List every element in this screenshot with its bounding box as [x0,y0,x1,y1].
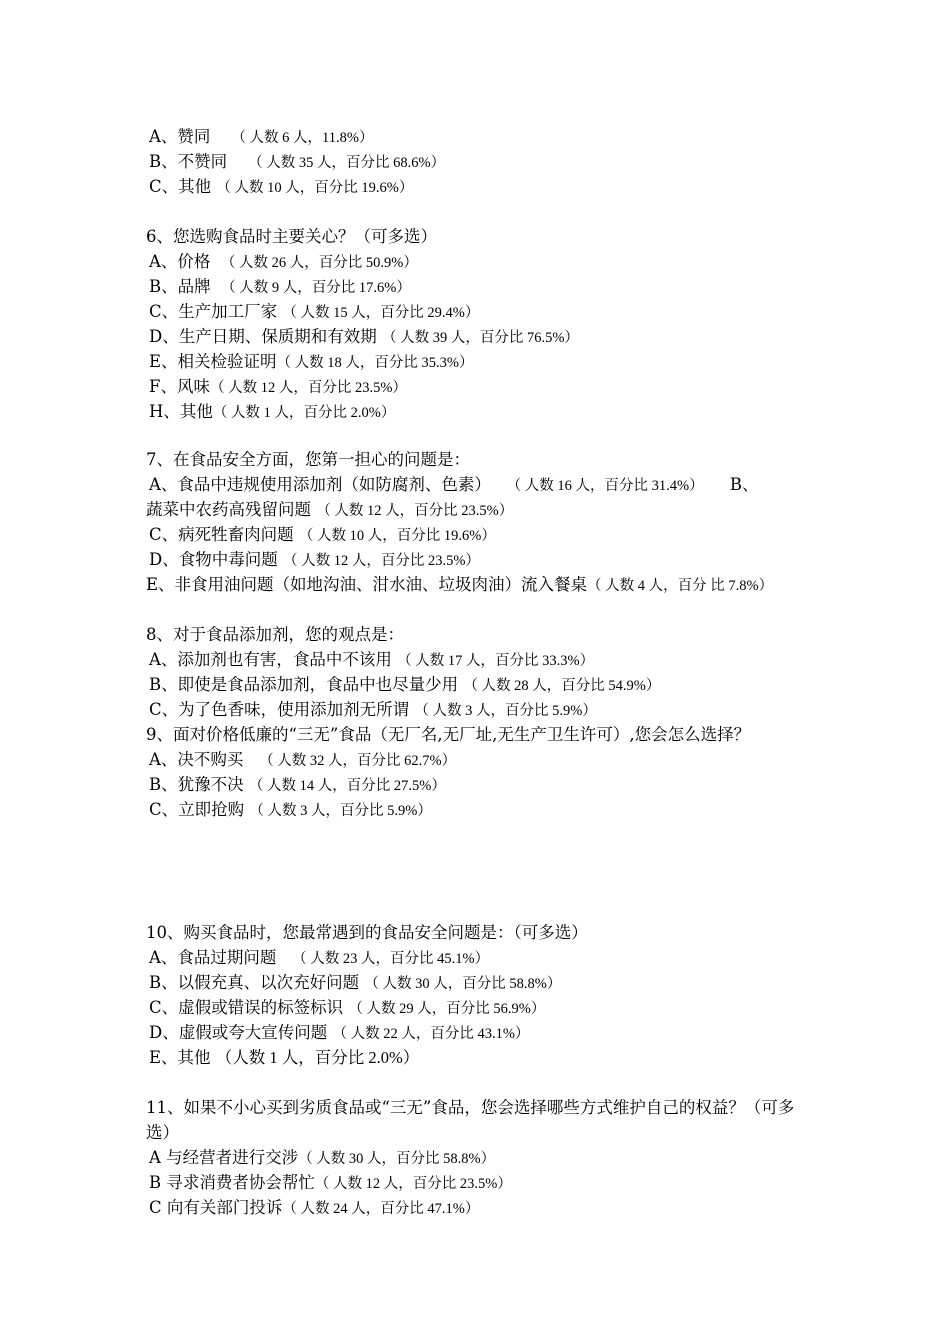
q11-option-a: A 与经营者进行交涉（ 人数 30 人，百分比 58.8%） [149,1148,496,1167]
question-text: 6、您选购食品时主要关心？（可多选） [146,227,437,246]
q11-option-b: B 寻求消费者协会帮忙（ 人数 12 人，百分比 23.5%） [149,1173,512,1192]
q9-option-a: A、决不购买 （ 人数 32 人，百分比 62.7%） [149,750,457,769]
q5-option-a [146,124,810,149]
option-stats: （ 人数 10 人，百分比 19.6%） [216,180,414,196]
option-label: B、不赞同 [149,152,228,171]
q10-option-e: E、其他 （人数 1 人，百分比 2.0%） [149,1048,420,1067]
q6-option-f: F、风味（ 人数 12 人，百分比 23.5%） [149,377,407,396]
q8-option-c: C、为了色香味，使用添加剂无所谓 （ 人数 3 人，百分比 5.9%） [149,700,597,719]
q6-option-b: B、品牌 （ 人数 9 人，百分比 17.6%） [149,277,411,296]
q10-option-d: D、虚假或夸大宣传问题 （ 人数 22 人，百分比 43.1%） [149,1023,530,1042]
q6-option-h: H、其他（ 人数 1 人，百分比 2.0%） [149,402,396,421]
option-stats: （ 人数 6 人，11.8%） [231,130,374,146]
q11-option-c: C 向有关部门投诉（ 人数 24 人，百分比 47.1%） [149,1198,480,1217]
q5-option-b [146,149,810,174]
q9-option-c: C、立即抢购 （ 人数 3 人，百分比 5.9%） [149,800,432,819]
question-text: 8、对于食品添加剂，您的观点是： [146,625,404,644]
question-text: 10、购买食品时，您最常遇到的食品安全问题是：（可多选） [146,923,588,942]
q7-option-e: E、非食用油问题（如地沟油、泔水油、垃圾肉油）流入餐桌（ 人数 4 人，百分 比 7.8%） [146,575,774,594]
q6-option-c: C、生产加工厂家 （ 人数 15 人，百分比 29.4%） [149,302,480,321]
question-6 [146,224,810,424]
q5-options [146,124,810,199]
q10-option-c: C、虚假或错误的标签标识 （ 人数 29 人，百分比 56.9%） [149,998,546,1017]
question-text: 9、面对价格低廉的“三无”食品（无厂名,无厂址,无生产卫生许可）,您会怎么选择？ [146,725,751,744]
option-label: C、其他 [149,177,212,196]
q7-option-a: A、食品中违规使用添加剂（如防腐剂、色素） （ 人数 16 人，百分比 31.4%） B、 [149,475,759,494]
question-9 [146,722,810,822]
q7-option-d: D、食物中毒问题 （ 人数 12 人，百分比 23.5%） [149,550,480,569]
option-label: A、赞同 [149,127,211,146]
q9-option-b: B、犹豫不决 （ 人数 14 人，百分比 27.5%） [149,775,446,794]
q6-option-a: A、价格 （ 人数 26 人，百分比 50.9%） [149,252,418,271]
q10-option-a: A、食品过期问题 （ 人数 23 人，百分比 45.1%） [149,948,490,967]
question-7 [146,447,810,599]
question-text: 7、在食品安全方面，您第一担心的问题是： [146,450,470,469]
q8-option-a: A、添加剂也有害，食品中不该用 （ 人数 17 人，百分比 33.3%） [149,650,595,669]
q6-option-d: D、生产日期、保质期和有效期 （ 人数 39 人，百分比 76.5%） [149,327,579,346]
question-10 [146,920,810,1070]
q10-option-b: B、以假充真、以次充好问题 （ 人数 30 人，百分比 58.8%） [149,973,562,992]
q6-option-e: E、相关检验证明（ 人数 18 人，百分比 35.3%） [149,352,474,371]
q5-option-c [146,174,810,199]
question-8 [146,622,810,722]
question-text: 11、如果不小心买到劣质食品或“三无”食品，您会选择哪些方式维护自己的权益？（可多选） [146,1098,795,1142]
q7-option-c: C、病死牲畜肉问题 （ 人数 10 人，百分比 19.6%） [149,525,496,544]
option-stats: （ 人数 35 人，百分比 68.6%） [248,155,446,171]
question-11 [146,1095,810,1220]
q7-option-b: 蔬菜中农药高残留问题 （ 人数 12 人，百分比 23.5%） [146,500,514,519]
q8-option-b: B、即使是食品添加剂，食品中也尽量少用 （ 人数 28 人，百分比 54.9%） [149,675,661,694]
